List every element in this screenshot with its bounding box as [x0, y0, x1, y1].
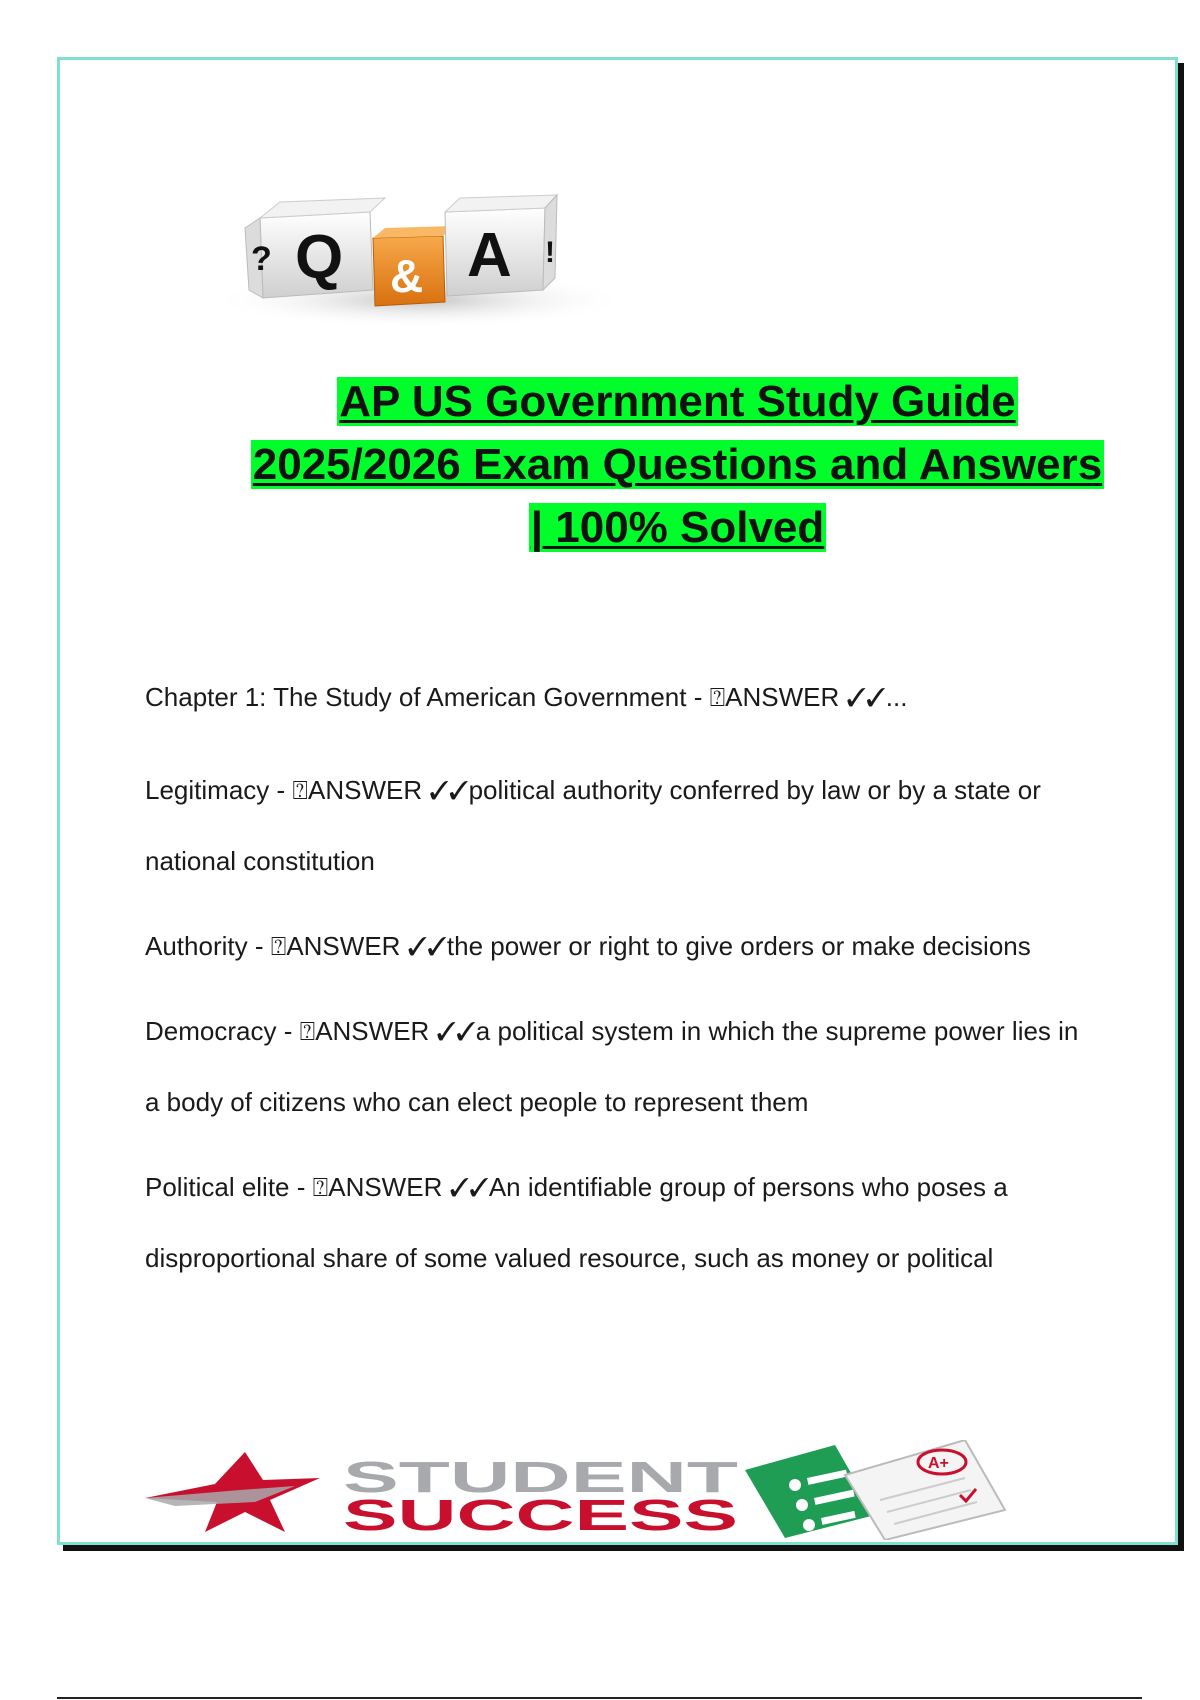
answer-marker: ⍰ANSWER ✓✓: [299, 1016, 476, 1046]
title-line-2: 2025/2026 Exam Questions and Answers: [252, 440, 1103, 489]
qa-answer: political authority conferred by law or by a state or national constitution: [145, 775, 1041, 876]
qa-term: Chapter 1: The Study of American Government: [145, 682, 687, 712]
svg-text:STUDENT: STUDENT: [343, 1453, 739, 1502]
document-title: [117, 370, 1200, 559]
qa-dice-logo: [205, 150, 635, 340]
answer-marker: ⍰ANSWER ✓✓: [292, 775, 469, 805]
svg-text:Q: Q: [295, 223, 344, 292]
qa-separator: -: [289, 1172, 313, 1202]
qa-separator: -: [276, 1016, 300, 1046]
svg-text:!: !: [545, 236, 555, 269]
qa-item-political-elite: [145, 1152, 1095, 1294]
qa-item-democracy: [145, 996, 1095, 1138]
answer-marker: ⍰ANSWER ✓✓: [312, 1172, 489, 1202]
qa-answer: An identifiable group of persons who poses a disproportional share of some valued resource, such as money or political: [145, 1172, 1008, 1273]
graded-paper-icon: [845, 1440, 1005, 1540]
title-line-1: AP US Government Study Guide: [339, 377, 1016, 426]
qa-item-authority: [145, 911, 1095, 982]
svg-text:SUCCESS: SUCCESS: [343, 1491, 738, 1540]
qa-term: Legitimacy: [145, 775, 270, 805]
qa-item-legitimacy: [145, 755, 1095, 897]
student-success-logo: [145, 1440, 1095, 1540]
qa-answer: ...: [885, 682, 908, 712]
svg-text:&: &: [390, 250, 424, 302]
qa-item-chapter-heading: [145, 662, 1095, 733]
qa-answer: a political system in which the supreme power lies in a body of citizens who can elect people to represent them: [145, 1016, 1079, 1117]
svg-text:A+: A+: [928, 1455, 949, 1472]
qa-separator: -: [269, 775, 293, 805]
svg-text:?: ?: [251, 240, 272, 278]
qa-term: Authority: [145, 931, 248, 961]
page-bottom-rule: [57, 1697, 1142, 1699]
answer-marker: ⍰ANSWER ✓✓: [270, 931, 447, 961]
qa-term: Political elite: [145, 1172, 290, 1202]
qa-separator: -: [247, 931, 271, 961]
title-line-3: | 100% Solved: [530, 503, 825, 552]
qa-answer: the power or right to give orders or make decisions: [446, 931, 1031, 961]
answer-marker: ⍰ANSWER ✓✓: [709, 682, 886, 712]
qa-term: Democracy: [145, 1016, 277, 1046]
qa-list: [145, 662, 1095, 1294]
svg-text:A: A: [467, 221, 512, 290]
qa-separator: -: [686, 682, 710, 712]
